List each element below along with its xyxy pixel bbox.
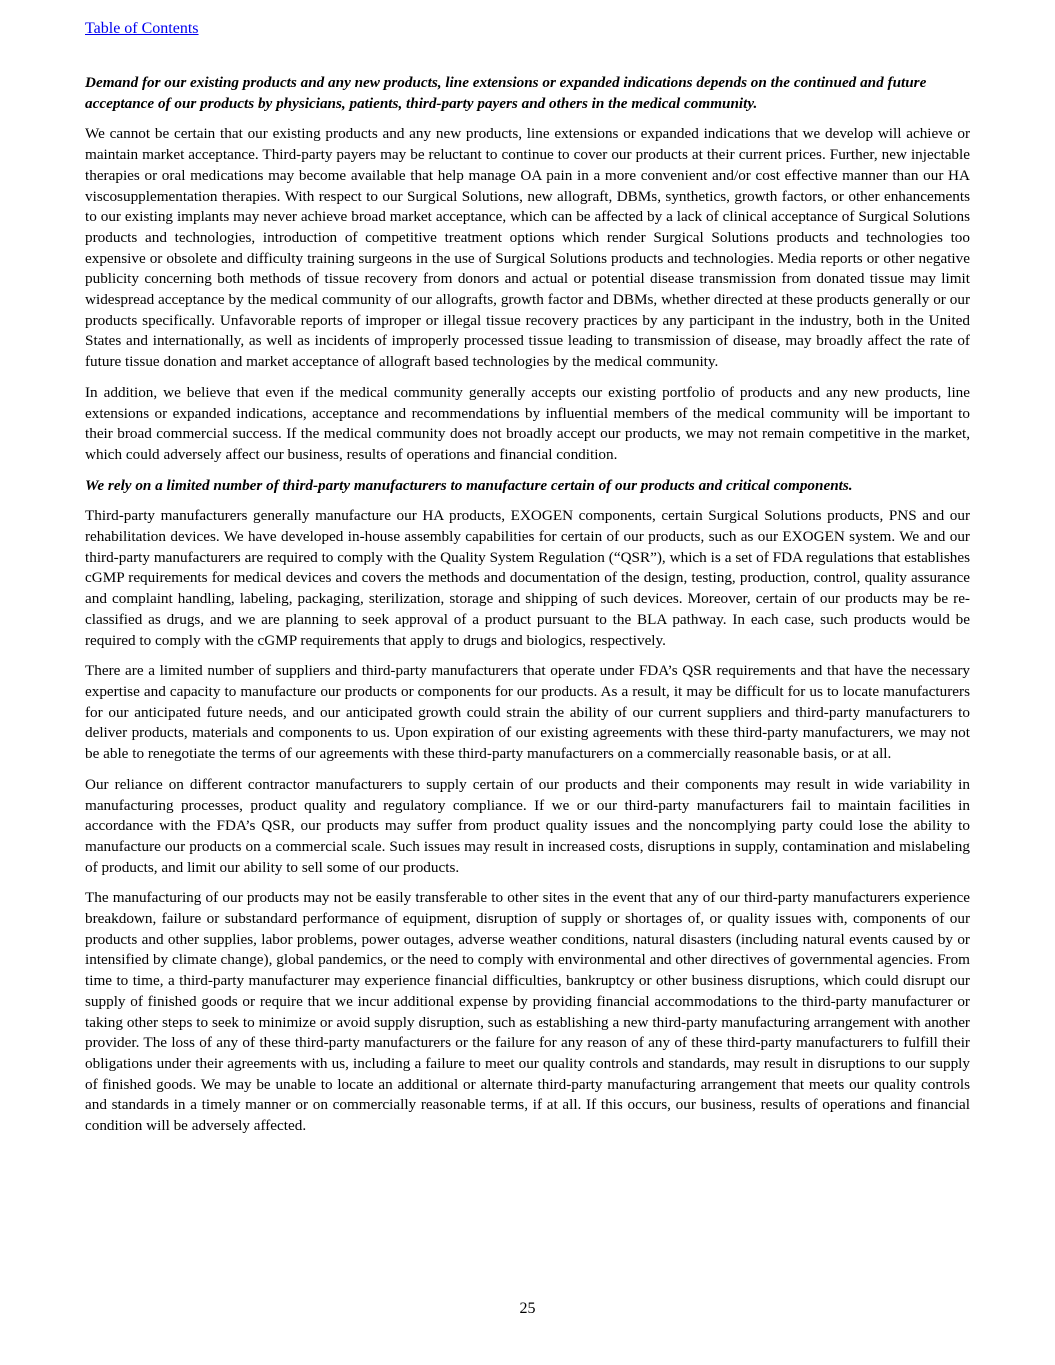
- paragraph-manufacturers-4: The manufacturing of our products may not be easily transferable to other sites in the event that any of our third-party manufacturers experience breakdown, failure or substandard performance of equipment, disruption of supply or shortages of, or quality issues with, components of our products and other supplies, labor problems, power outages, adverse weather conditions, natural disasters (including natural events caused by or intensified by climate change), global pandemics, or the need to comply with environmental and other directives of governmental agencies. From time to time, a third-party manufacturer may experience financial difficulties, bankruptcy or other business disruptions, which could disrupt our supply of finished goods or require that we incur additional expense by providing financial accommodations to the third-party manufacturer or taking other steps to seek to minimize or avoid supply disruption, such as establishing a new third-party manufacturing arrangement with another provider. The loss of any of these third-party manufacturers or the failure for any reason of any of these third-party manufacturers to fulfill their obligations under their agreements with us, including a failure to meet our quality controls and standards, may result in disruptions to our supply of finished goods. We may be unable to locate an additional or alternate third-party manufacturing arrangement that meets our quality controls and standards in a timely manner or on commercially reasonable terms, if at all. If this occurs, our business, results of operations and financial condition will be adversely affected.: [85, 889, 970, 1135]
- paragraph-manufacturers-3: Our reliance on different contractor manufacturers to supply certain of our products and their components may result in wide variability in manufacturing processes, product quality and regulatory compliance. If we or our third-party manufacturers fail to maintain facilities in accordance with the FDA’s QSR, our products may suffer from product quality issues and the noncomplying party could lose the ability to manufacture our products on a commercial scale. Such issues may result in increased costs, disruptions in supply, contamination and mislabeling of products, and limit our ability to sell some of our products.: [85, 775, 970, 876]
- paragraph-manufacturers-2: There are a limited number of suppliers and third-party manufacturers that operate under FDA’s QSR requirements and that have the necessary expertise and capacity to manufacture our products or components for our products. As a result, it may be difficult for us to locate manufacturers for our anticipated future needs, and our anticipated growth could strain the ability of our current suppliers and third-party manufacturers to deliver products, materials and components to us. Upon expiration of our existing agreements with these third-party manufacturers, we may not be able to renegotiate the terms of our agreements with these third-party manufacturers on a commercially reasonable basis, or at all.: [85, 662, 970, 763]
- paragraph-market-acceptance-2: In addition, we believe that even if the medical community generally accepts our existing portfolio of products and any new products, line extensions or expanded indications, acceptance and recommendations by influential members of the medical community will be important to their broad commercial success. If the medical community does not broadly accept our products, we may not remain competitive in the market, which could adversely affect our business, results of operations and financial condition.: [85, 383, 970, 463]
- table-of-contents-link[interactable]: Table of Contents: [85, 20, 199, 37]
- page-number: 25: [519, 1300, 536, 1317]
- section-heading-market-acceptance: Demand for our existing products and any new products, line extensions or expanded indications depends on the continued and future acceptance of our products by physicians, patients, third-party payers and others in the medical community.: [85, 74, 927, 112]
- paragraph-manufacturers-1: Third-party manufacturers generally manufacture our HA products, EXOGEN components, certain Surgical Solutions products, PNS and our rehabilitation devices. We have developed in-house assembly capabilities for certain of our products, such as our EXOGEN system. We and our third-party manufacturers are required to comply with the Quality System Regulation (“QSR”), which is a set of FDA regulations that establishes cGMP requirements for medical devices and covers the methods and documentation of the design, testing, production, control, quality assurance and complaint handling, labeling, packaging, sterilization, storage and shipping of such devices. Moreover, certain of our products may be re-classified as drugs, and we are planning to seek approval of a product pursuant to the BLA pathway. In each case, such products would be required to comply with the cGMP requirements that apply to drugs and biologics, respectively.: [85, 507, 970, 649]
- document-body: [85, 73, 970, 1147]
- section-heading-third-party-manufacturers: We rely on a limited number of third-party manufacturers to manufacture certain of our products and critical components.: [85, 476, 853, 494]
- paragraph-market-acceptance-1: We cannot be certain that our existing products and any new products, line extensions or expanded indications that we develop will achieve or maintain market acceptance. Third-party payers may be reluctant to continue to cover our products at their current prices. Further, new injectable therapies or oral medications may become available that help manage OA pain in a more convenient and/or cost effective manner than our HA viscosupplementation therapies. With respect to our Surgical Solutions, new allograft, DBMs, synthetics, growth factors, or other enhancements to our existing implants may never achieve broad market acceptance, which can be affected by a lack of clinical acceptance of Surgical Solutions products and technologies, introduction of competitive treatment options which render Surgical Solutions products and technologies too expensive or obsolete and difficulty training surgeons in the use of Surgical Solutions products and technologies. Media reports or other negative publicity concerning both methods of tissue recovery from donors and actual or potential disease transmission from donated tissue may limit widespread acceptance by the medical community of our allografts, growth factor and DBMs, whether directed at these products generally or our products specifically. Unfavorable reports of improper or illegal tissue recovery practices by any participant in the industry, both in the United States and internationally, as well as incidents of improperly processed tissue leading to transmission of disease, may broadly affect the rate of future tissue donation and market acceptance of allograft based technologies by the medical community.: [85, 125, 970, 371]
